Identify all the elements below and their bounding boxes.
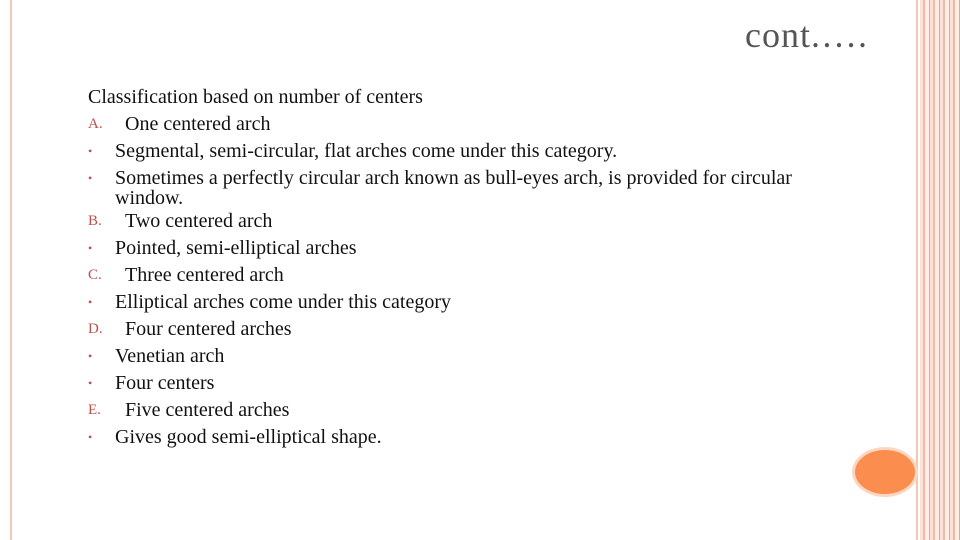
list-item-text: One centered arch (125, 113, 271, 135)
bullet-icon: • (88, 241, 93, 255)
list-item (88, 138, 848, 165)
list-item (88, 165, 848, 208)
list-marker-letter: C. (88, 267, 102, 283)
list-item-text: Sometimes a perfectly circular arch known as bull-eyes arch, is provided for circular window. (115, 167, 792, 209)
list-marker-letter: D. (88, 321, 103, 337)
list-item-text: Segmental, semi-circular, flat arches come under this category. (115, 140, 618, 162)
section-heading (88, 84, 848, 111)
list-item-text: Pointed, semi-elliptical arches (115, 237, 357, 259)
list-marker-letter: E. (88, 402, 101, 418)
list-item-text: Gives good semi-elliptical shape. (115, 426, 382, 448)
list-item (88, 316, 848, 343)
decorative-stripes (920, 0, 960, 540)
list-item-text: Three centered arch (125, 264, 284, 286)
bullet-icon: • (88, 376, 93, 390)
list-item-text: Elliptical arches come under this category (115, 291, 451, 313)
bullet-icon: • (88, 430, 93, 444)
list-item (88, 262, 848, 289)
bullet-icon: • (88, 295, 93, 309)
list-item (88, 397, 848, 424)
slide-content (88, 84, 848, 451)
list-item (88, 343, 848, 370)
list-item (88, 235, 848, 262)
list-item (88, 111, 848, 138)
list-item-text: Four centered arches (125, 318, 292, 340)
list-item (88, 208, 848, 235)
slide-title: cont.…. (745, 15, 868, 55)
decorative-circle (855, 450, 915, 494)
list-item-text: Venetian arch (115, 345, 225, 367)
list-marker-letter: B. (88, 213, 102, 229)
list-item (88, 424, 848, 451)
list-item (88, 289, 848, 316)
list-item-text: Two centered arch (125, 210, 273, 232)
list-item (88, 370, 848, 397)
section-heading-text: Classification based on number of centers (88, 86, 423, 108)
bullet-icon: • (88, 144, 93, 158)
list-marker-letter: A. (88, 116, 103, 132)
list-item-text: Five centered arches (125, 399, 290, 421)
bullet-icon: • (88, 171, 93, 185)
list-item-text: Four centers (115, 372, 215, 394)
bullet-icon: • (88, 349, 93, 363)
